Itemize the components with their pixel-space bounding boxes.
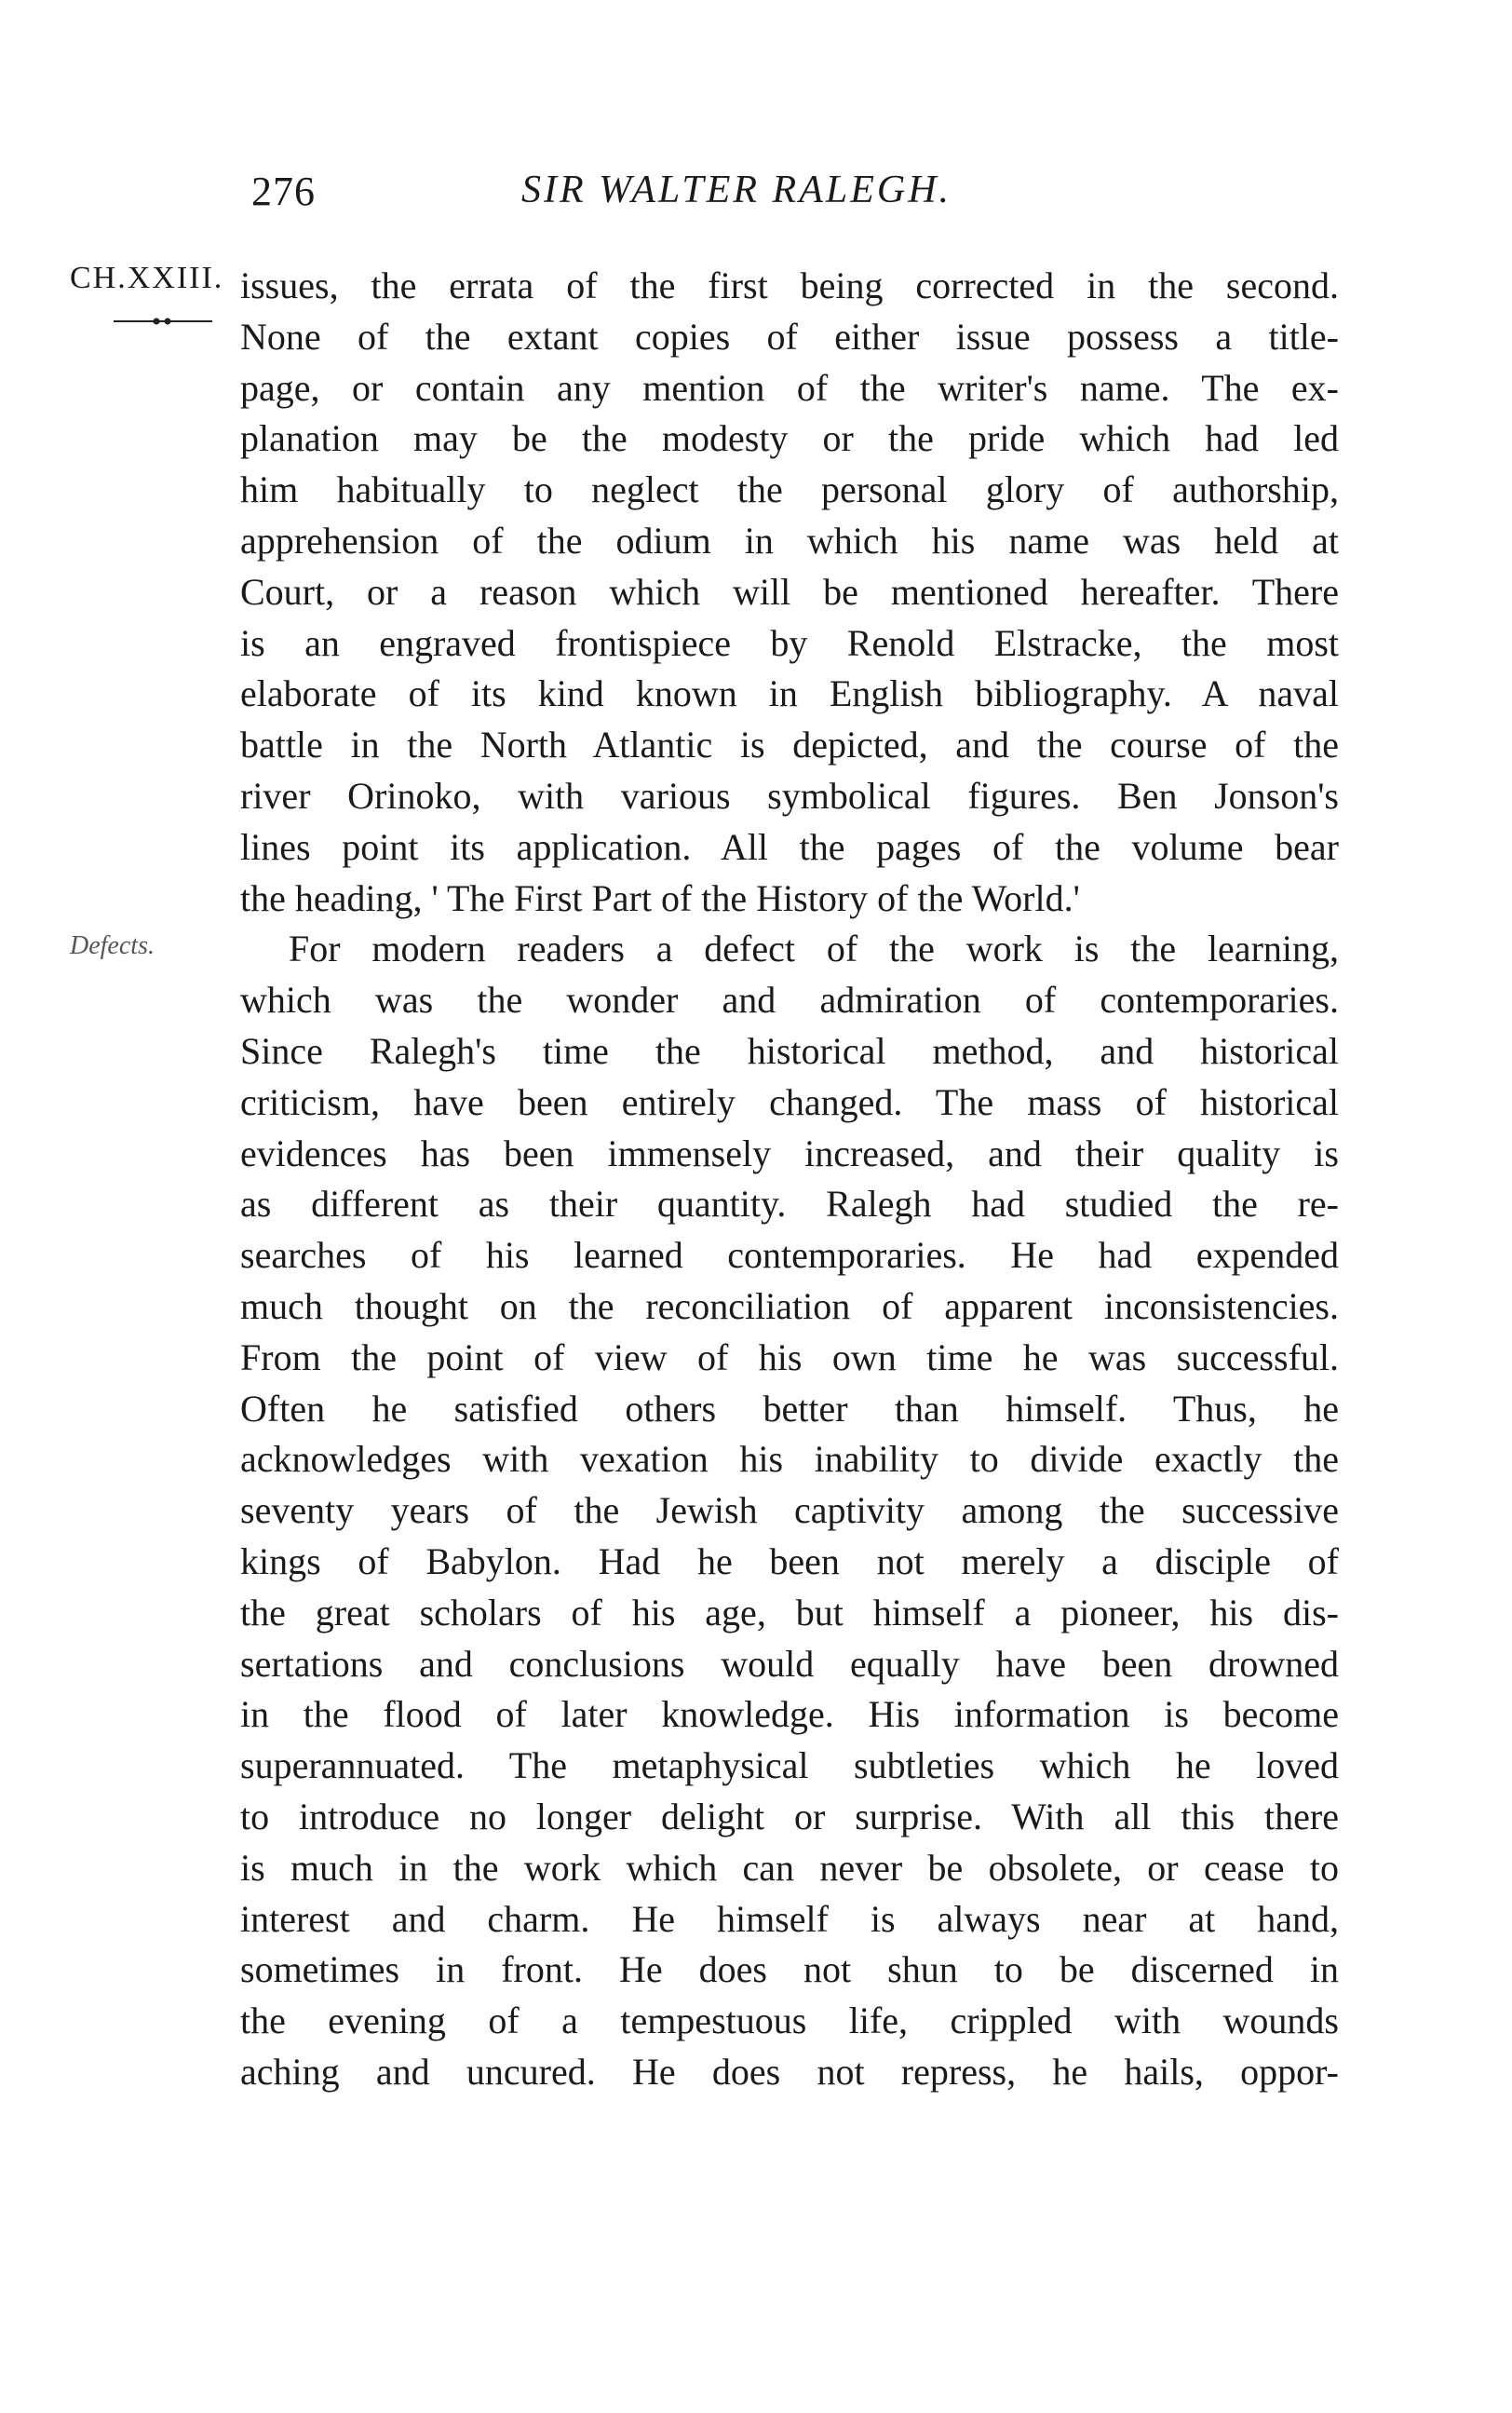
paragraph-1 (240, 261, 1339, 924)
text-line: the evening of a tempestuous life, crippled with wounds (240, 2000, 1339, 2042)
text-line: evidences has been immensely increased, and their quality is (240, 1132, 1339, 1174)
page-header (251, 168, 1313, 224)
text-line: the heading, ' The First Part of the History of the World.' (240, 876, 1080, 919)
text-line: sertations and conclusions would equally have been drowned (240, 1642, 1339, 1685)
body-text (240, 261, 1339, 2098)
text-line: is an engraved frontispiece by Renold Elstracke, the most (240, 621, 1339, 664)
text-line: the great scholars of his age, but himself a pioneer, his dis- (240, 1591, 1339, 1634)
page-number: 276 (251, 169, 316, 214)
text-line: is much in the work which can never be obsolete, or cease to (240, 1846, 1339, 1889)
text-line: kings of Babylon. Had he been not merely a disciple of (240, 1539, 1339, 1582)
text-line: lines point its application. All the pages of the volume bear (240, 825, 1339, 868)
text-line: For modern readers a defect of the work is the learning, (289, 928, 1339, 970)
text-line: Since Ralegh's time the historical method, and historical (240, 1029, 1339, 1072)
text-line: planation may be the modesty or the pride which had led (240, 417, 1339, 460)
text-line: apprehension of the odium in which his name was held at (240, 519, 1339, 562)
text-line: sometimes in front. He does not shun to be discerned in (240, 1948, 1339, 1991)
text-line: page, or contain any mention of the writer's name. The ex- (240, 366, 1339, 409)
text-line: elaborate of its kind known in English bibliography. A naval (240, 672, 1339, 715)
text-line: From the point of view of his own time he was successful. (240, 1335, 1339, 1378)
paragraph-2 (240, 924, 1339, 2097)
text-line: issues, the errata of the first being corrected in the second. (240, 264, 1339, 306)
text-line: battle in the North Atlantic is depicted, and the course of the (240, 724, 1339, 766)
ornament-dash-icon (112, 307, 214, 335)
text-line: river Orinoko, with various symbolical figures. Ben Jonson's (240, 774, 1339, 817)
text-line: searches of his learned contemporaries. He had expended (240, 1234, 1339, 1277)
text-line: Often he satisfied others better than himself. Thus, he (240, 1387, 1339, 1430)
text-line: superannuated. The metaphysical subtleties which he loved (240, 1744, 1339, 1787)
sidenote-defects: Defects. (70, 931, 155, 960)
text-line: Court, or a reason which will be mentioned hereafter. There (240, 570, 1339, 613)
text-line: seventy years of the Jewish captivity among the successive (240, 1489, 1339, 1532)
chapter-label: CH.XXIII. (70, 261, 224, 295)
text-line: interest and charm. He himself is always near at hand, (240, 1897, 1339, 1940)
text-line: in the flood of later knowledge. His information is become (240, 1693, 1339, 1736)
text-line: which was the wonder and admiration of contemporaries. (240, 979, 1339, 1022)
running-head: SIR WALTER RALEGH. (521, 169, 952, 211)
text-line: to introduce no longer delight or surprise. With all this there (240, 1795, 1339, 1837)
text-line: aching and uncured. He does not repress, he hails, oppor- (240, 2050, 1339, 2093)
text-line: him habitually to neglect the personal glory of authorship, (240, 468, 1339, 511)
text-line: criticism, have been entirely changed. The mass of historical (240, 1080, 1339, 1123)
text-line: acknowledges with vexation his inability to divide exactly the (240, 1438, 1339, 1481)
text-line: None of the extant copies of either issue possess a title- (240, 315, 1339, 358)
text-line: much thought on the reconciliation of apparent inconsistencies. (240, 1284, 1339, 1327)
text-line: as different as their quantity. Ralegh had studied the re- (240, 1183, 1339, 1226)
